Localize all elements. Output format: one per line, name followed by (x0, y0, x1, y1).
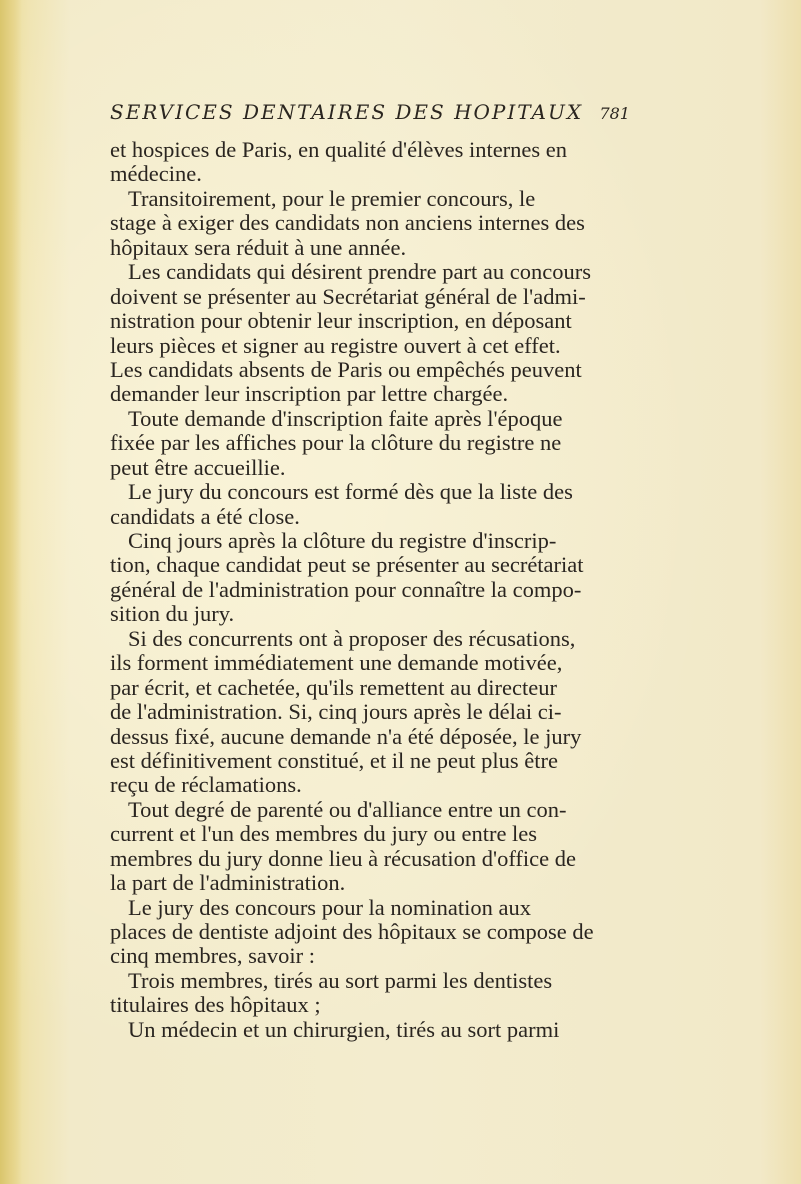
text-line: ils forment immédiatement une demande motivée, (110, 650, 563, 676)
body-text (110, 138, 760, 1042)
text-line: membres du jury donne lieu à récusation d'office de (110, 845, 576, 871)
page-number: 781 (599, 104, 630, 123)
text-line: peut être accueillie. (110, 454, 286, 480)
text-line: Les candidats absents de Paris ou empêchés peuvent (110, 356, 582, 382)
running-head-title: SERVICES DENTAIRES DES HOPITAUX (110, 100, 584, 124)
text-line: tion, chaque candidat peut se présenter au secrétariat (110, 552, 584, 578)
text-line: Un médecin et un chirurgien, tirés au sort parmi (128, 1016, 560, 1042)
page-edge-discoloration (0, 0, 22, 1184)
text-line: Trois membres, tirés au sort parmi les dentistes (128, 967, 553, 993)
text-line: Toute demande d'inscription faite après l'époque (128, 405, 563, 431)
text-line: Cinq jours après la clôture du registre d'inscrip- (128, 528, 557, 553)
text-line: places de dentiste adjoint des hôpitaux se compose de (110, 919, 594, 944)
text-line: hôpitaux sera réduit à une année. (110, 234, 407, 260)
text-line: doivent se présenter au Secrétariat général de l'admi- (110, 283, 586, 309)
text-line: sition du jury. (110, 601, 235, 627)
text-line: par écrit, et cachetée, qu'ils remettent au directeur (110, 674, 557, 700)
text-line: et hospices de Paris, en qualité d'élèves internes en (110, 137, 568, 162)
text-line: nistration pour obtenir leur inscription, en déposant (110, 308, 572, 334)
text-line: Le jury des concours pour la nomination aux (128, 894, 532, 920)
text-line: est définitivement constitué, et il ne peut plus être (110, 747, 559, 773)
text-line: médecine. (110, 161, 202, 187)
text-line: général de l'administration pour connaître la compo- (110, 576, 582, 602)
text-line: stage à exiger des candidats non anciens internes des (110, 210, 585, 236)
text-line: dessus fixé, aucune demande n'a été déposée, le jury (110, 723, 582, 749)
text-line: de l'administration. Si, cinq jours après le délai ci- (110, 699, 562, 725)
text-line: Transitoirement, pour le premier concours, le (128, 185, 536, 211)
text-line: Le jury du concours est formé dès que la liste des (128, 479, 573, 505)
text-line: leurs pièces et signer au registre ouvert à cet effet. (110, 332, 561, 358)
text-line: candidats a été close. (110, 503, 300, 529)
running-head (110, 100, 750, 130)
text-line: Si des concurrents ont à proposer des récusations, (128, 625, 576, 651)
text-line: la part de l'administration. (110, 870, 346, 896)
text-line: fixée par les affiches pour la clôture du registre ne (110, 430, 562, 456)
text-line: reçu de réclamations. (110, 772, 302, 798)
text-line: cinq membres, savoir : (110, 943, 315, 969)
text-line: Tout degré de parenté ou d'alliance entre un con- (128, 796, 567, 822)
text-line: titulaires des hôpitaux ; (110, 992, 321, 1018)
text-line: Les candidats qui désirent prendre part au concours (128, 259, 591, 285)
text-line: current et l'un des membres du jury ou entre les (110, 821, 538, 847)
text-line: demander leur inscription par lettre chargée. (110, 381, 509, 407)
